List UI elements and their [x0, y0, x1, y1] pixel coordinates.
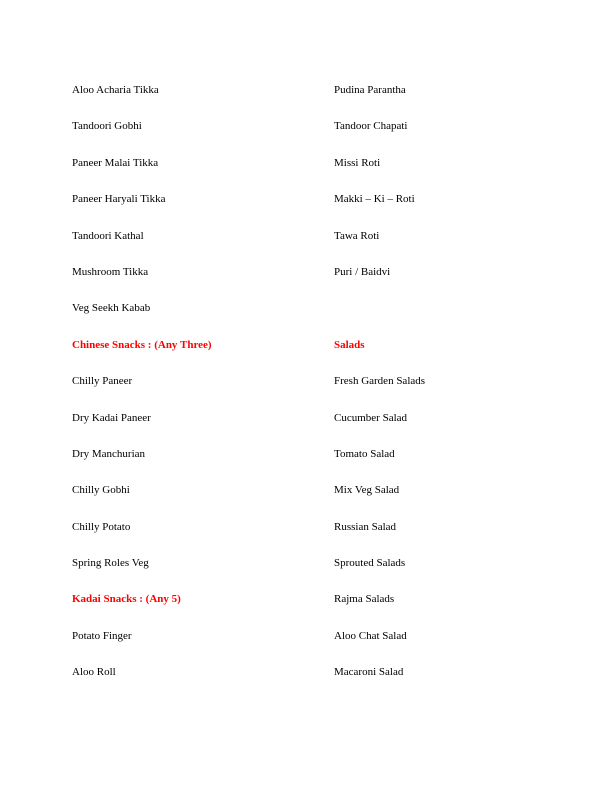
menu-item-blank	[334, 302, 584, 338]
menu-item-rajma-salads: Rajma Salads	[334, 593, 395, 606]
section-heading-salads: Salads	[334, 338, 365, 351]
menu-item-paneer-malai-tikka: Paneer Malai Tikka	[72, 156, 159, 169]
menu-item-tandoori-kathal: Tandoori Kathal	[72, 229, 144, 242]
menu-item-tawa-roti: Tawa Roti	[334, 229, 380, 242]
menu-item-chilly-gobhi: Chilly Gobhi	[72, 484, 130, 497]
menu-item-chilly-potato: Chilly Potato	[72, 520, 131, 533]
menu-item-dry-kadai-paneer: Dry Kadai Paneer	[72, 411, 151, 424]
menu-item-tandoor-chapati: Tandoor Chapati	[334, 120, 408, 133]
menu-item-aloo-roll: Aloo Roll	[72, 666, 116, 679]
menu-item-fresh-garden-salads: Fresh Garden Salads	[334, 375, 426, 388]
left-menu-column	[72, 84, 322, 703]
menu-item-sprouted-salads: Sprouted Salads	[334, 557, 406, 570]
menu-item-tandoori-gobhi: Tandoori Gobhi	[72, 120, 142, 133]
menu-item-missi-roti: Missi Roti	[334, 156, 381, 169]
right-menu-column	[334, 84, 584, 703]
menu-item-chilly-paneer: Chilly Paneer	[72, 375, 133, 388]
menu-item-makki-ki-roti: Makki – Ki – Roti	[334, 193, 415, 206]
menu-item-aloo-acharia-tikka: Aloo Acharia Tikka	[72, 84, 159, 96]
menu-item-cucumber-salad: Cucumber Salad	[334, 411, 408, 424]
menu-item-russian-salad: Russian Salad	[334, 520, 397, 533]
section-heading-kadai-snacks-any-5: Kadai Snacks : (Any 5)	[72, 593, 181, 606]
menu-item-puri-baidvi: Puri / Baidvi	[334, 265, 391, 278]
section-heading-chinese-snacks-any-three: Chinese Snacks : (Any Three)	[72, 338, 212, 351]
menu-item-tomato-salad: Tomato Salad	[334, 447, 395, 460]
menu-item-mushroom-tikka: Mushroom Tikka	[72, 265, 149, 278]
menu-item-veg-seekh-kabab: Veg Seekh Kabab	[72, 302, 151, 315]
menu-item-potato-finger: Potato Finger	[72, 629, 132, 642]
menu-item-macaroni-salad: Macaroni Salad	[334, 666, 404, 679]
menu-item-paneer-haryali-tikka: Paneer Haryali Tikka	[72, 193, 166, 206]
menu-item-pudina-parantha: Pudina Parantha	[334, 84, 406, 96]
menu-item-aloo-chat-salad: Aloo Chat Salad	[334, 629, 407, 642]
menu-item-mix-veg-salad: Mix Veg Salad	[334, 484, 400, 497]
menu-item-spring-roles-veg: Spring Roles Veg	[72, 557, 149, 570]
menu-item-dry-manchurian: Dry Manchurian	[72, 447, 146, 460]
